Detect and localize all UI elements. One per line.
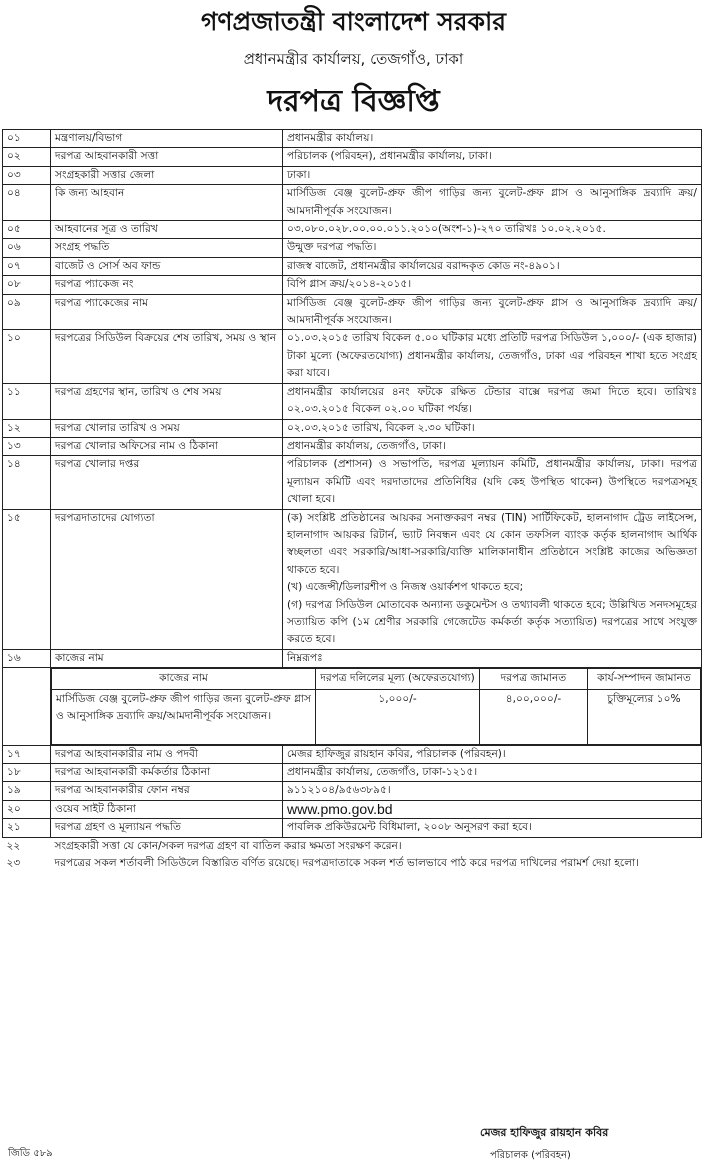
table-row: ০৯ দরপত্র প্যাকেজের নাম মার্সিডিজ বেঞ্জ বুলেট-প্রুফ জীপ গাড়ির জন্য বুলেট-প্রুফ গ্লাস ও আনুসাঙ্গিক দ্রব্যাদি ক্রয়/আমদানীপূর্বক সংযোজন।	[3, 294, 702, 330]
signatory-name: মেজর হাফিজুর রায়হান কবির	[480, 1126, 609, 1139]
work-header-performance: কার্য-সম্পাদন জামানত	[588, 669, 701, 689]
work-header-doc-price: দরপত্র দলিলের মূল্য (অফেরতযোগ্য)	[316, 669, 480, 689]
memo-number: জিডি ৫৮৯	[8, 1148, 53, 1159]
table-row: ১৮ দরপত্র আহবানকারী কর্মকর্তার ঠিকানা প্রধানমন্ত্রীর কার্যালয়, তেজগাঁও, ঢাকা-১২১৫।	[3, 764, 702, 782]
table-row: ১২ দরপত্র খোলার তারিখ ও সময় ০২.০৩.২০১৫ তারিখ, বিকেল ২.৩০ ঘটিকা।	[3, 419, 702, 437]
tender-table	[2, 129, 702, 872]
work-doc-price: ১,০০০/-	[316, 689, 480, 744]
table-row: ১৫ দরপত্রদাতাদের যোগ্যতা (ক) সংশ্লিষ্ট প্রতিষ্ঠানের আয়কর সনাক্তকরণ নম্বর (TIN) সার্টিফিকেট, হালনাগাদ ট্রেড লাইসেন্স, হালনাগাদ আয়কর রিটার্ন, ভ্যাট নিবন্ধন এবং যে কোন তফসিল ব্যাংক কর্তৃক হালনাগাদ আর্থিক স্বচ্ছলতা এবং সরকারি/আধা-সরকারি/ব্যক্তি মালিকানাধীন প্রতিষ্ঠানে সংশ্লিষ্ট কাজের অভিজ্ঞতা থাকতে হবে। (খ) এজেন্সী/ডিলারশীপ ও নিজস্ব ওয়ার্কশপ থাকতে হবে; (গ) দরপত্র সিডিউল মোতাবেক অন্যান্য ডকুমেন্টস ও তথ্যাবলী থাকতে হবে; উল্লিখিত সনদসমূহের সত্যায়িত কপি (১ম শ্রেণীর সরকারি গেজেটেড কর্মকর্তা কর্তৃক সত্যায়িত) দরপত্রের সাথে সংযুক্ত করতে হবে।	[3, 509, 702, 649]
work-header-name: কাজের নাম	[52, 669, 316, 689]
table-row: ০২ দরপত্র আহবানকারী সত্তা পরিচালক (পরিবহন), প্রধানমন্ত্রীর কার্যালয়, ঢাকা।	[3, 148, 702, 166]
table-row: ০১ মন্ত্রণালয়/বিভাগ প্রধানমন্ত্রীর কার্যালয়।	[3, 130, 702, 148]
qualification-cell: (ক) সংশ্লিষ্ট প্রতিষ্ঠানের আয়কর সনাক্তকরণ নম্বর (TIN) সার্টিফিকেট, হালনাগাদ ট্রেড লাইসেন্স, হালনাগাদ আয়কর রিটার্ন, ভ্যাট নিবন্ধন এবং যে কোন তফসিল ব্যাংক কর্তৃক হালনাগাদ আর্থিক স্বচ্ছলতা এবং সরকারি/আধা-সরকারি/ব্যক্তি মালিকানাধীন প্রতিষ্ঠানে সংশ্লিষ্ট কাজের অভিজ্ঞতা থাকতে হবে। (খ) এজেন্সী/ডিলারশীপ ও নিজস্ব ওয়ার্কশপ থাকতে হবে; (গ) দরপত্র সিডিউল মোতাবেক অন্যান্য ডকুমেন্টস ও তথ্যাবলী থাকতে হবে; উল্লিখিত সনদসমূহের সত্যায়িত কপি (১ম শ্রেণীর সরকারি গেজেটেড কর্মকর্তা কর্তৃক সত্যায়িত) দরপত্রের সাথে সংযুক্ত করতে হবে।	[283, 509, 702, 649]
table-row: ১৯ দরপত্র আহবানকারীর ফোন নম্বর ৯১১২১০৪/৯৫৬৩৮৯৫।	[3, 782, 702, 800]
table-row: ১৪ দরপত্র খোলার দপ্তর পরিচালক (প্রশাসন) ও সভাপতি, দরপত্র মূল্যায়ন কমিটি, প্রধানমন্ত্রীর কার্যালয়, ঢাকা। দরপত্র মূল্যায়ন কমিটি এবং দরদাতাদের প্রতিনিধির (যদি কেহ উপস্থিত থাকেন) উপস্থিতে দরপত্রসমূহ খোলা হবে।	[3, 456, 702, 509]
office-subtitle: প্রধানমন্ত্রীর কার্যালয়, তেজগাঁও, ঢাকা	[243, 50, 464, 68]
work-security: ৪,০০,০০০/-	[480, 689, 588, 744]
table-row: ০৩ সংগ্রহকারী সত্তার জেলা ঢাকা।	[3, 166, 702, 184]
table-row: ১৩ দরপত্র খোলার অফিসের নাম ও ঠিকানা প্রধানমন্ত্রীর কার্যালয়, তেজগাঁও, ঢাকা।	[3, 437, 702, 455]
work-performance: চুক্তিমূল্যের ১০%	[588, 689, 701, 744]
table-row: ০৮ দরপত্র প্যাকেজ নং বিপি গ্লাস ক্রয়/২০১৪-২০১৫।	[3, 276, 702, 294]
work-table-row	[3, 668, 702, 745]
government-title: গণপ্রজাতন্ত্রী বাংলাদেশ সরকার	[201, 7, 506, 36]
table-row: ১১ দরপত্র গ্রহণের স্থান, তারিখ ও শেষ সময় প্রধানমন্ত্রীর কার্যালয়ের ৪নং ফটকে রক্ষিত টেন্ডার বাক্সে দরপত্র জমা দিতে হবে। তারিখঃ ০২.০৩.২০১৫ বিকেল ০২.০০ ঘটিকা পর্যন্ত।	[3, 383, 702, 419]
notice-title: দরপত্র বিজ্ঞপ্তি	[267, 84, 440, 119]
note-row: ২২ সংগ্রহকারী সত্তা যে কোন/সকল দরপত্র গ্রহণ বা বাতিল করার ক্ষমতা সংরক্ষণ করেন।	[6, 839, 402, 852]
table-row: ০৪ কি জন্য আহবান মার্সিডিজ বেঞ্জ বুলেট-প্রুফ জীপ গাড়ির জন্য বুলেট-প্রুফ গ্লাস ও আনুসাঙ্গিক দ্রব্যাদি ক্রয়/আমদানীপূর্বক সংযোজন।	[3, 185, 702, 221]
table-row: ০৫ আহবানের সূত্র ও তারিখ ০৩.০৮০.০২৮.০০.০০.০১১.২০১০(অংশ-১)-২৭০ তারিখঃ ১০.০২.২০১৫.	[3, 221, 702, 239]
work-table	[51, 668, 701, 744]
table-row: ১৬ কাজের নাম নিম্নরূপঃ	[3, 649, 702, 667]
table-row: ১৭ দরপত্র আহবানকারীর নাম ও পদবী মেজর হাফিজুর রায়হান কবির, পরিচালক (পরিবহন)।	[3, 745, 702, 763]
table-row: ২০ ওয়েব সাইট ঠিকানা www.pmo.gov.bd	[3, 800, 702, 818]
website-link[interactable]: www.pmo.gov.bd	[283, 800, 702, 818]
work-header-security: দরপত্র জামানত	[480, 669, 588, 689]
table-row: ২১ দরপত্র গ্রহণ ও মূল্যায়ন পদ্ধতি পাবলিক প্রকিউরমেন্ট বিধিমালা, ২০০৮ অনুসরণ করা হবে।	[3, 819, 702, 837]
signatory-designation: পরিচালক (পরিবহন)	[490, 1150, 571, 1161]
table-row: ০৬ সংগ্রহ পদ্ধতি উন্মুক্ত দরপত্র পদ্ধতি।	[3, 239, 702, 257]
table-row: ০৭ বাজেট ও সোর্স অব ফান্ড রাজস্ব বাজেট, প্রধানমন্ত্রীর কার্যালয়ের বরাদ্দকৃত কোড নং-৪৯০১।	[3, 257, 702, 275]
work-name: মার্সিডিজ বেঞ্জ বুলেট-প্রুফ জীপ গাড়ির জন্য বুলেট-প্রুফ গ্লাস ও আনুসাঙ্গিক দ্রব্যাদি ক্রয়/আমদানীপূর্বক সংযোজন।	[52, 689, 316, 744]
note-row: ২৩ দরপত্রের সকল শর্তাবলী সিডিউলে বিস্তারিত বর্ণিত রয়েছে। দরপত্রদাতাকে সকল শর্ত ভালভাবে পাঠ করে দরপত্র দাখিলের পরামর্শ দেয়া হলো।	[6, 857, 639, 870]
table-row: ১০ দরপত্রের সিডিউল বিক্রয়ের শেষ তারিখ, সময় ও স্থান ০১.০৩.২০১৫ তারিখ বিকেল ৫.০০ ঘটিকার মধ্যে প্রতিটি দরপত্র সিডিউল ১,০০০/- (এক হাজার) টাকা মুল্যে (অফেরতযোগ্য) প্রধানমন্ত্রীর কার্যালয়, তেজগাঁও, ঢাকা এর পরিবহন শাখা হতে সংগ্রহ করা যাবে।	[3, 330, 702, 383]
